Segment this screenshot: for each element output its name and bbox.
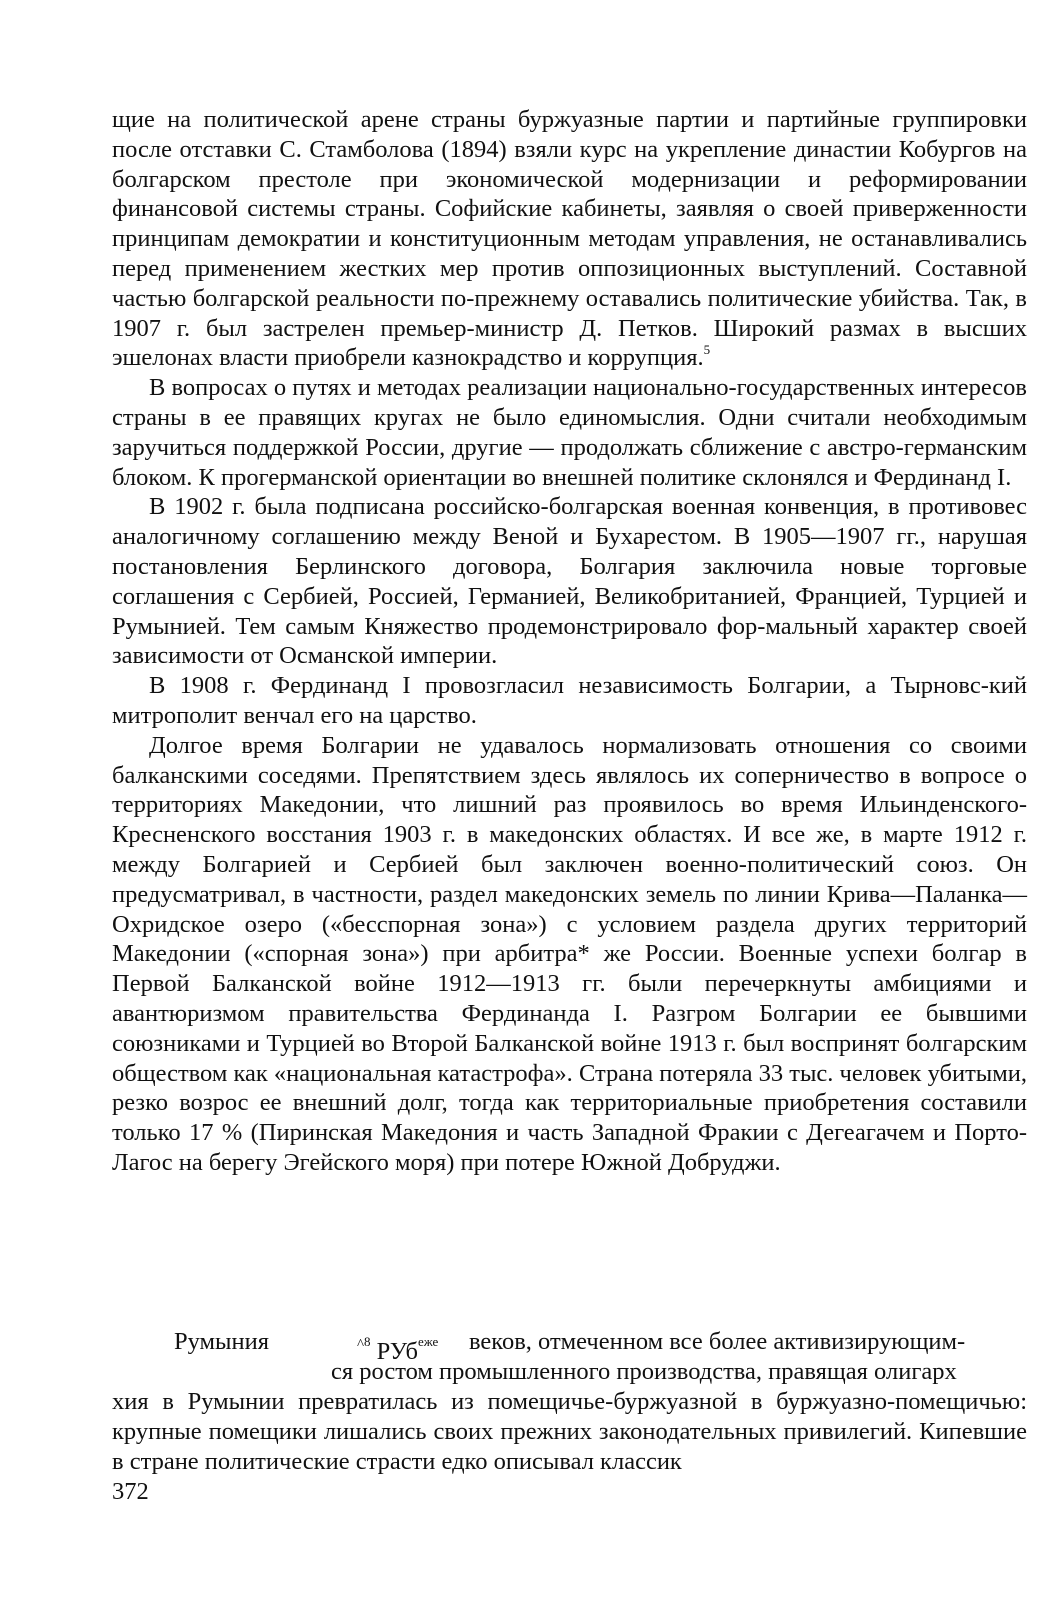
paragraph: Долгое время Болгарии не удавалось нормализовать отношения со своими балканскими соседями. Препятствием здесь являлось их соперничество в вопросе о территориях Македонии, что лишний раз проявилось во время Ильинденского-Кресненского восстания 1903 г. в македонских областях. И все же, в марте 1912 г. между Болгарией и Сербией был заключен военно-политический союз. Он предусматривал, в частности, раздел македонских земель по линии Крива—Паланка—Охридское озеро («бесспорная зона») с условием раздела других территорий Македонии («спорная зона») при арбитра* же России. Военные успехи болгар в Первой Балканской войне 1912—1913 гг. были перечеркнуты амбициями и авантюризмом правительства Фердинанда I. Разгром Болгарии ее бывшими союзниками и Турцией во Второй Балканской войне 1913 г. был воспринят болгарским обществом как «национальная катастрофа». Страна потеряла 33 тыс. человек убитыми, резко возрос ее внешний долг, тогда как территориальные приобретения составили только 17 % (Пиринская Македония и часть Западной Фракии с Дегеагачем и Порто-Лагос на берегу Эгейского моря) при потере Южной Добруджи. [112, 731, 1027, 1176]
paragraph [112, 105, 1027, 373]
paragraph: В 1902 г. была подписана российско-болгарская военная конвенция, в противовес аналогичному соглашению между Веной и Бухарестом. В 1905—1907 гг., нарушая постановления Берлинского договора, Болгария заключила новые торговые соглашения с Сербией, Россией, Германией, Великобританией, Францией, Турцией и Румынией. Тем самым Княжество продемонстрировало фор-мальный характер своей зависимости от Османской империи. [112, 493, 1027, 670]
paragraph: В вопросах о путях и методах реализации национально-государственных интересов страны в ее правящих кругах не было единомыслия. Одни считали необходимым заручиться поддержкой России, другие — продолжать сближение с австро-германским блоком. К прогерманской ориентации во внешней политике склонялся и Фердинанд I. [112, 374, 1027, 491]
paragraph-text: щие на политической арене страны буржуазные партии и партийные группировки после отставки С. Стамболова (1894) взяли курс на укрепление династии Кобургов на болгарском престоле при экономической модернизации и реформировании финансовой системы страны. Софийские кабинеты, заявляя о своей приверженности принципам демократии и конституционным методам управления, не останавливались перед применением жестких мер против оппозиционных выступлений. Составной частью болгарской реальности по-прежнему оставались политические убийства. Так, в 1907 г. был застрелен премьер-министр Д. Петков. Широкий размах в высших эшелонах власти приобрели казнокрадство и коррупция. [112, 106, 1027, 372]
footnote-reference: 5 [703, 342, 711, 358]
section-title: Румыния [174, 1328, 270, 1355]
section-line-2: ся ростом промышленного производства, правящая олигарх [331, 1358, 957, 1385]
body-text [112, 105, 1027, 1178]
paragraph: В 1908 г. Фердинанд I провозгласил независимость Болгарии, а Тырновс-кий митрополит венчал его на царство. [112, 672, 1027, 729]
section-paragraph: хия в Румынии превратилась из помещичье-буржуазной в буржуазно-помещичью: крупные помещики лишались своих прежних законодательных привилегий. Кипевшие в стране политические страсти едко описывал классик [112, 1388, 1027, 1475]
page-number: 372 [112, 1478, 149, 1505]
section-line-1: веков, отмеченном все более активизирующим- [469, 1328, 966, 1355]
section-marker: $^{\^{}8}$ РУб$^{еже}$ [357, 1334, 439, 1365]
